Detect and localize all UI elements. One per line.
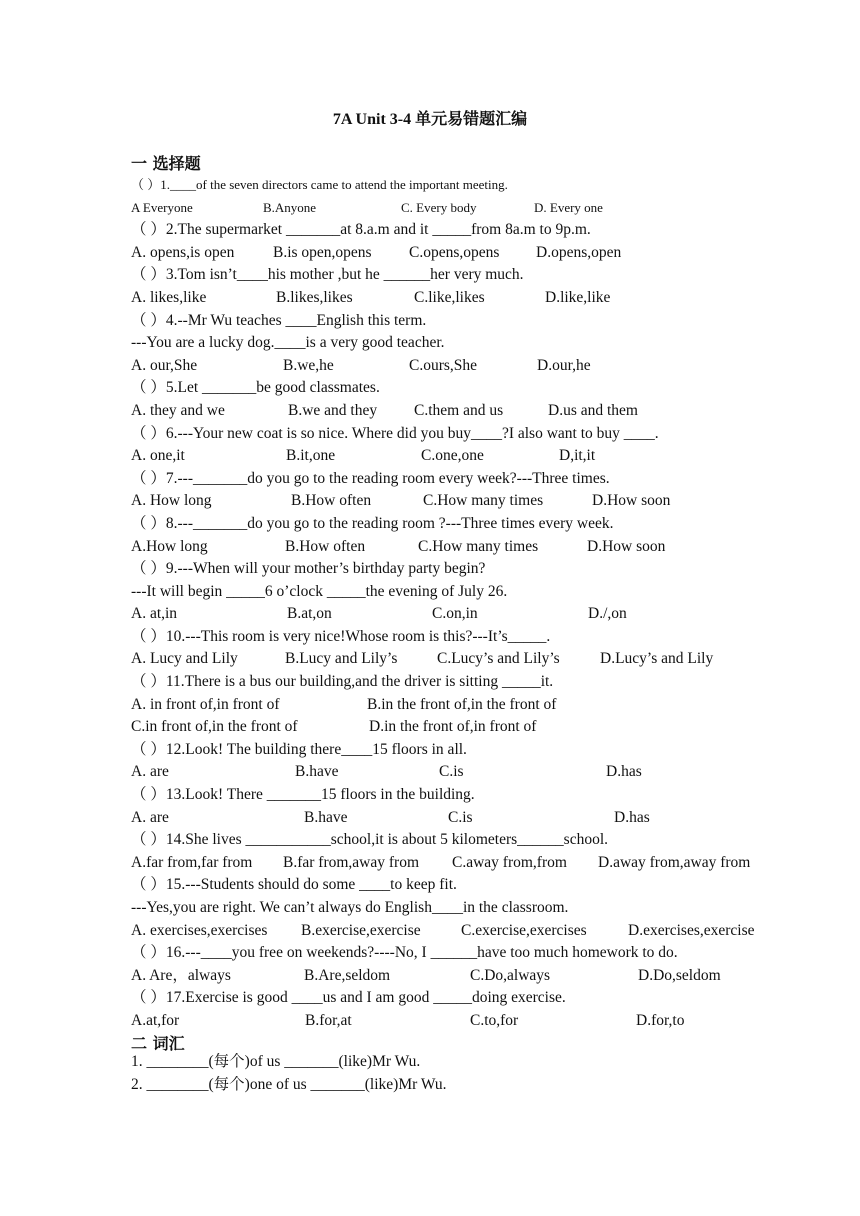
question-stem: （ ）16.---____you free on weekends?----No, I ______have too much homework to do. xyxy=(131,944,678,962)
question-stem: （ ）1.____of the seven directors came to attend the important meeting. xyxy=(131,177,508,192)
options-row xyxy=(131,536,791,559)
answer-option: A Everyone xyxy=(131,199,193,215)
answer-option: D.Lucy’s and Lily xyxy=(600,650,714,668)
options-row xyxy=(131,1010,791,1033)
options-row xyxy=(131,852,791,875)
answer-option: D.has xyxy=(606,763,642,781)
answer-option: C.How many times xyxy=(423,492,544,510)
question-stem: （ ）6.---Your new coat is so nice. Where did you buy____?I also want to buy ____. xyxy=(131,424,659,442)
answer-option: A. Are，always xyxy=(131,966,231,984)
answer-option: C.Do,always xyxy=(470,966,551,984)
options-row xyxy=(131,603,791,626)
answer-option: A.at,for xyxy=(131,1011,180,1029)
answer-option: C.How many times xyxy=(418,537,539,555)
answer-option: A. one,it xyxy=(131,447,185,465)
answer-option: D.exercises,exercise xyxy=(628,921,755,939)
answer-option: C. Every body xyxy=(401,199,477,215)
question-stem: （ ）11.There is a bus our building,and the driver is sitting _____it. xyxy=(131,673,554,691)
answer-option: B.we and they xyxy=(288,401,378,419)
options-row xyxy=(131,807,791,830)
answer-option: D.How soon xyxy=(587,537,666,555)
answer-option: D.How soon xyxy=(592,492,671,510)
question-stem: （ ）10.---This room is very nice!Whose room is this?---It’s_____. xyxy=(131,627,551,645)
answer-option: C.away from,from xyxy=(452,853,567,871)
question-stem-continued: ---Yes,you are right. We can’t always do English____in the classroom. xyxy=(131,899,569,916)
options-row xyxy=(131,716,791,739)
answer-option: C.like,likes xyxy=(414,288,485,306)
question-stem: （ ）14.She lives ___________school,it is about 5 kilometers______school. xyxy=(131,831,609,849)
answer-option: A.far from,far from xyxy=(131,853,253,871)
options-row xyxy=(131,761,791,784)
answer-option: C.to,for xyxy=(470,1011,519,1029)
options-row xyxy=(131,355,791,378)
options-row xyxy=(131,242,791,265)
question-stem: （ ）5.Let _______be good classmates. xyxy=(131,379,380,397)
answer-option: D.in the front of,in front of xyxy=(369,718,537,736)
answer-option: C.is xyxy=(439,763,464,781)
answer-option: D.us and them xyxy=(548,401,638,419)
answer-option: C.in front of,in the front of xyxy=(131,718,298,736)
answer-option: B.it,one xyxy=(286,447,336,465)
options-row xyxy=(131,648,791,671)
answer-option: A. Lucy and Lily xyxy=(131,650,238,668)
options-row xyxy=(131,694,791,717)
answer-option: A. are xyxy=(131,763,169,781)
answer-option: B.have xyxy=(295,763,339,781)
answer-option: B.Are,seldom xyxy=(304,966,391,984)
answer-option: B.How often xyxy=(291,492,372,510)
answer-option: D.our,he xyxy=(537,356,591,374)
options-row xyxy=(131,920,791,943)
answer-option: B.Lucy and Lily’s xyxy=(285,650,398,668)
answer-option: A.How long xyxy=(131,537,208,555)
vocab-item: 1. ________(每个)of us _______(like)Mr Wu. xyxy=(131,1053,421,1070)
options-row xyxy=(131,197,791,220)
options-row xyxy=(131,400,791,423)
answer-option: D,it,it xyxy=(559,447,596,465)
question-stem: （ ）9.---When will your mother’s birthday party begin? xyxy=(131,560,486,578)
answer-option: D.away from,away from xyxy=(598,853,751,871)
answer-option: A. likes,like xyxy=(131,288,207,306)
answer-option: A. exercises,exercises xyxy=(131,921,268,939)
vocab-item: 2. ________(每个)one of us _______(like)Mr Wu. xyxy=(131,1075,447,1093)
answer-option: D.Do,seldom xyxy=(638,966,721,984)
answer-option: A. are xyxy=(131,808,169,826)
answer-option: D./,on xyxy=(588,605,627,623)
question-stem: （ ）17.Exercise is good ____us and I am good _____doing exercise. xyxy=(131,989,566,1007)
answer-option: C.is xyxy=(448,808,473,826)
answer-option: B.in the front of,in the front of xyxy=(367,695,557,713)
answer-option: D.has xyxy=(614,808,650,826)
answer-option: D. Every one xyxy=(534,199,603,215)
answer-option: A. they and we xyxy=(131,401,225,419)
question-stem-continued: ---It will begin _____6 o’clock _____the evening of July 26. xyxy=(131,582,508,600)
question-stem: （ ）4.--Mr Wu teaches ____English this term. xyxy=(131,311,427,329)
answer-option: C.exercise,exercises xyxy=(461,921,587,939)
answer-option: C.one,one xyxy=(421,447,484,465)
question-stem: （ ）2.The supermarket _______at 8.a.m and it _____from 8a.m to 9p.m. xyxy=(131,221,591,239)
question-stem: （ ）7.---_______do you go to the reading room every week?---Three times. xyxy=(131,469,610,487)
answer-option: D.like,like xyxy=(545,288,611,306)
answer-option: B.we,he xyxy=(283,356,334,374)
answer-option: B.How often xyxy=(285,537,366,555)
question-stem: （ ）12.Look! The building there____15 floors in all. xyxy=(131,740,467,758)
answer-option: B.for,at xyxy=(305,1011,352,1029)
answer-option: B.far from,away from xyxy=(283,853,420,871)
section-heading-vocab: 二 词汇 xyxy=(131,1034,185,1053)
options-row xyxy=(131,287,791,310)
answer-option: D.for,to xyxy=(636,1011,685,1029)
answer-option: A. How long xyxy=(131,492,212,510)
answer-option: B.have xyxy=(304,808,348,826)
answer-option: A. opens,is open xyxy=(131,243,235,261)
answer-option: C.Lucy’s and Lily’s xyxy=(437,650,560,668)
answer-option: D.opens,open xyxy=(536,243,622,261)
question-stem: （ ）8.---_______do you go to the reading room ?---Three times every week. xyxy=(131,514,614,532)
answer-option: B.at,on xyxy=(287,605,332,623)
answer-option: A. at,in xyxy=(131,605,178,623)
section-heading-choice: 一 选择题 xyxy=(131,154,201,173)
options-row xyxy=(131,965,791,988)
vocab-list xyxy=(131,1051,791,1096)
question-list xyxy=(131,174,791,1033)
page-title: 7A Unit 3-4 单元易错题汇编 xyxy=(332,111,528,128)
answer-option: B.exercise,exercise xyxy=(301,921,421,939)
answer-option: B.Anyone xyxy=(263,199,317,215)
answer-option: C.on,in xyxy=(432,605,478,623)
answer-option: C.ours,She xyxy=(409,356,478,374)
options-row xyxy=(131,445,791,468)
answer-option: C.them and us xyxy=(414,401,504,419)
answer-option: A. in front of,in front of xyxy=(131,695,280,713)
options-row xyxy=(131,490,791,513)
question-stem-continued: ---You are a lucky dog.____is a very good teacher. xyxy=(131,334,445,352)
question-stem: （ ）13.Look! There _______15 floors in the building. xyxy=(131,786,475,804)
answer-option: B.likes,likes xyxy=(276,288,353,306)
question-stem: （ ）15.---Students should do some ____to keep fit. xyxy=(131,876,457,894)
question-stem: （ ）3.Tom isn’t____his mother ,but he ______her very much. xyxy=(131,266,524,284)
answer-option: A. our,She xyxy=(131,356,198,374)
answer-option: B.is open,opens xyxy=(273,243,372,261)
answer-option: C.opens,opens xyxy=(409,243,500,261)
